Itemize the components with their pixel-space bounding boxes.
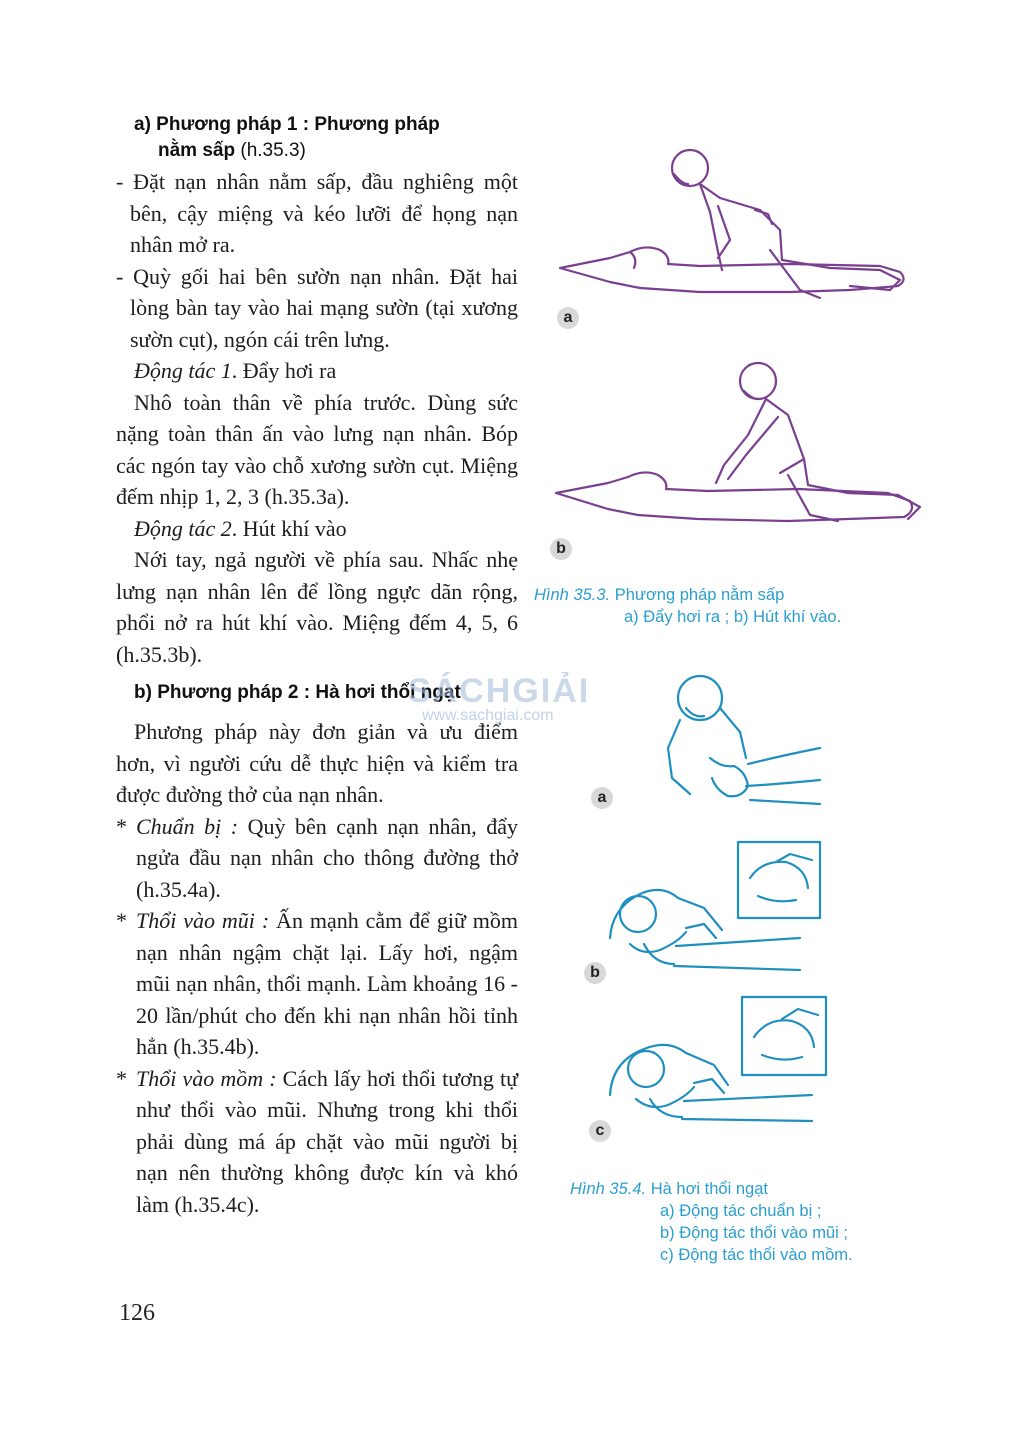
- list-item: [116, 811, 518, 906]
- action1-text: Nhô toàn thân về phía trước. Dùng sức nặng toàn thân ấn vào lưng nạn nhân. Bóp các ngón tay vào chỗ xương sườn cụt. Miệng đếm nhịp 1, 2, 3 (h.35.3a).: [116, 389, 518, 509]
- text-column: [116, 112, 518, 1220]
- section-b-body: [116, 716, 518, 1220]
- figure-35-4a-illustration: [650, 668, 830, 818]
- list-item: [116, 905, 518, 1063]
- caption-figure-number: Hình 35.4.: [570, 1180, 647, 1198]
- caption-line: c) Động tác thổi vào mồm.: [660, 1246, 853, 1264]
- figure-label-c: c: [589, 1120, 611, 1142]
- section-a-title: [116, 112, 518, 164]
- list-item-body: Ấn mạnh cằm để giữ mồm nạn nhân ngậm chặt lại. Lấy hơi, ngậm mũi nạn nhân, thổi mạnh. Làm khoảng 16 - 20 lần/phút cho đến khi nạn nhân hồi tỉnh hẳn (h.35.4b).: [136, 908, 518, 1059]
- caption-figure-number: Hình 35.3.: [534, 586, 611, 604]
- caption-line: a) Động tác chuẩn bị ;: [660, 1202, 822, 1220]
- bullet-item: [116, 166, 518, 261]
- figure-35-4b-illustration: [600, 838, 825, 983]
- figure-label-a: a: [591, 787, 613, 809]
- caption-sub: a) Đẩy hơi ra ; b) Hút khí vào.: [624, 608, 842, 626]
- star-mark: *: [116, 908, 127, 933]
- watermark-brand: SÁCHGIẢI: [408, 672, 591, 710]
- list-item-text: [136, 811, 518, 906]
- caption-lines: [570, 1200, 900, 1266]
- action1-label: Động tác 1: [134, 358, 232, 383]
- action1-title: . Đẩy hơi ra: [231, 358, 337, 383]
- page-number: 126: [119, 1300, 155, 1326]
- star-mark: *: [116, 813, 127, 839]
- caption-line: b) Động tác thổi vào mũi ;: [660, 1224, 849, 1242]
- list-item-body: Quỳ bên cạnh nạn nhân, đẩy ngửa đầu nạn nhân cho thông đường thở (h.35.4a).: [136, 813, 518, 902]
- star-mark: *: [116, 1065, 127, 1091]
- list-item: [116, 1063, 518, 1221]
- action2-label: Động tác 2: [134, 515, 232, 541]
- section-a-title-line1: a) Phương pháp 1 : Phương pháp: [134, 114, 440, 135]
- figure-35-3a-illustration: [550, 140, 930, 320]
- figure-label-a: a: [557, 307, 579, 329]
- action2-text: Nới tay, ngả người về phía sau. Nhấc nhẹ lưng nạn nhân lên để lồng ngực dãn rộng, phổi nở ra hút khí vào. Miệng đếm 4, 5, 6 (h.35.3b).: [116, 547, 518, 667]
- section-a-title-ref: (h.35.3): [240, 140, 306, 161]
- list-item-label: Thổi vào mồm :: [136, 1065, 277, 1091]
- bullet-text: - Quỳ gối hai bên sườn nạn nhân. Đặt hai lòng bàn tay vào hai mạng sườn (tại xương sườn cụt), ngón cái trên lưng.: [116, 263, 518, 352]
- section-a-title-line2: nằm sấp: [158, 140, 236, 161]
- list-item-label: Chuẩn bị :: [136, 813, 239, 839]
- action1-heading: [116, 355, 518, 387]
- action2-heading: [116, 513, 518, 545]
- action2-title: . Hút khí vào: [231, 515, 347, 541]
- section-b-title: b) Phương pháp 2 : Hà hơi thổi ngạt: [134, 682, 461, 703]
- bullet-text: - Đặt nạn nhân nằm sấp, đầu nghiêng một bên, cậy miệng và kéo lưỡi để họng nạn nhân mở ra.: [116, 169, 518, 257]
- bullet-item: [116, 261, 518, 356]
- figure-35-3-caption: [534, 584, 914, 628]
- figure-label-b: b: [550, 538, 572, 560]
- list-item-body: Cách lấy hơi thổi tương tự như thổi vào mũi. Nhưng trong khi thổi phải dùng má áp chặt vào mũi người bị nạn nên thường không được kín và khó làm (h.35.4c).: [136, 1065, 518, 1217]
- section-a-body: [116, 166, 518, 670]
- list-item-label: Thổi vào mũi :: [136, 908, 270, 933]
- watermark-url: www.sachgiai.com: [422, 707, 554, 724]
- list-item-text: [136, 905, 518, 1063]
- section-b-intro: Phương pháp này đơn giản và ưu điểm hơn, vì người cứu dễ thực hiện và kiểm tra được đường thở của nạn nhân.: [116, 719, 518, 807]
- list-item-text: [136, 1063, 518, 1221]
- caption-title: Phương pháp nằm sấp: [610, 586, 785, 604]
- figure-35-4-caption: [570, 1178, 900, 1266]
- figure-35-4c-illustration: [602, 995, 832, 1130]
- caption-title: Hà hơi thổi ngạt: [646, 1180, 768, 1198]
- figure-35-3b-illustration: [548, 355, 933, 535]
- figure-label-b: b: [584, 962, 606, 984]
